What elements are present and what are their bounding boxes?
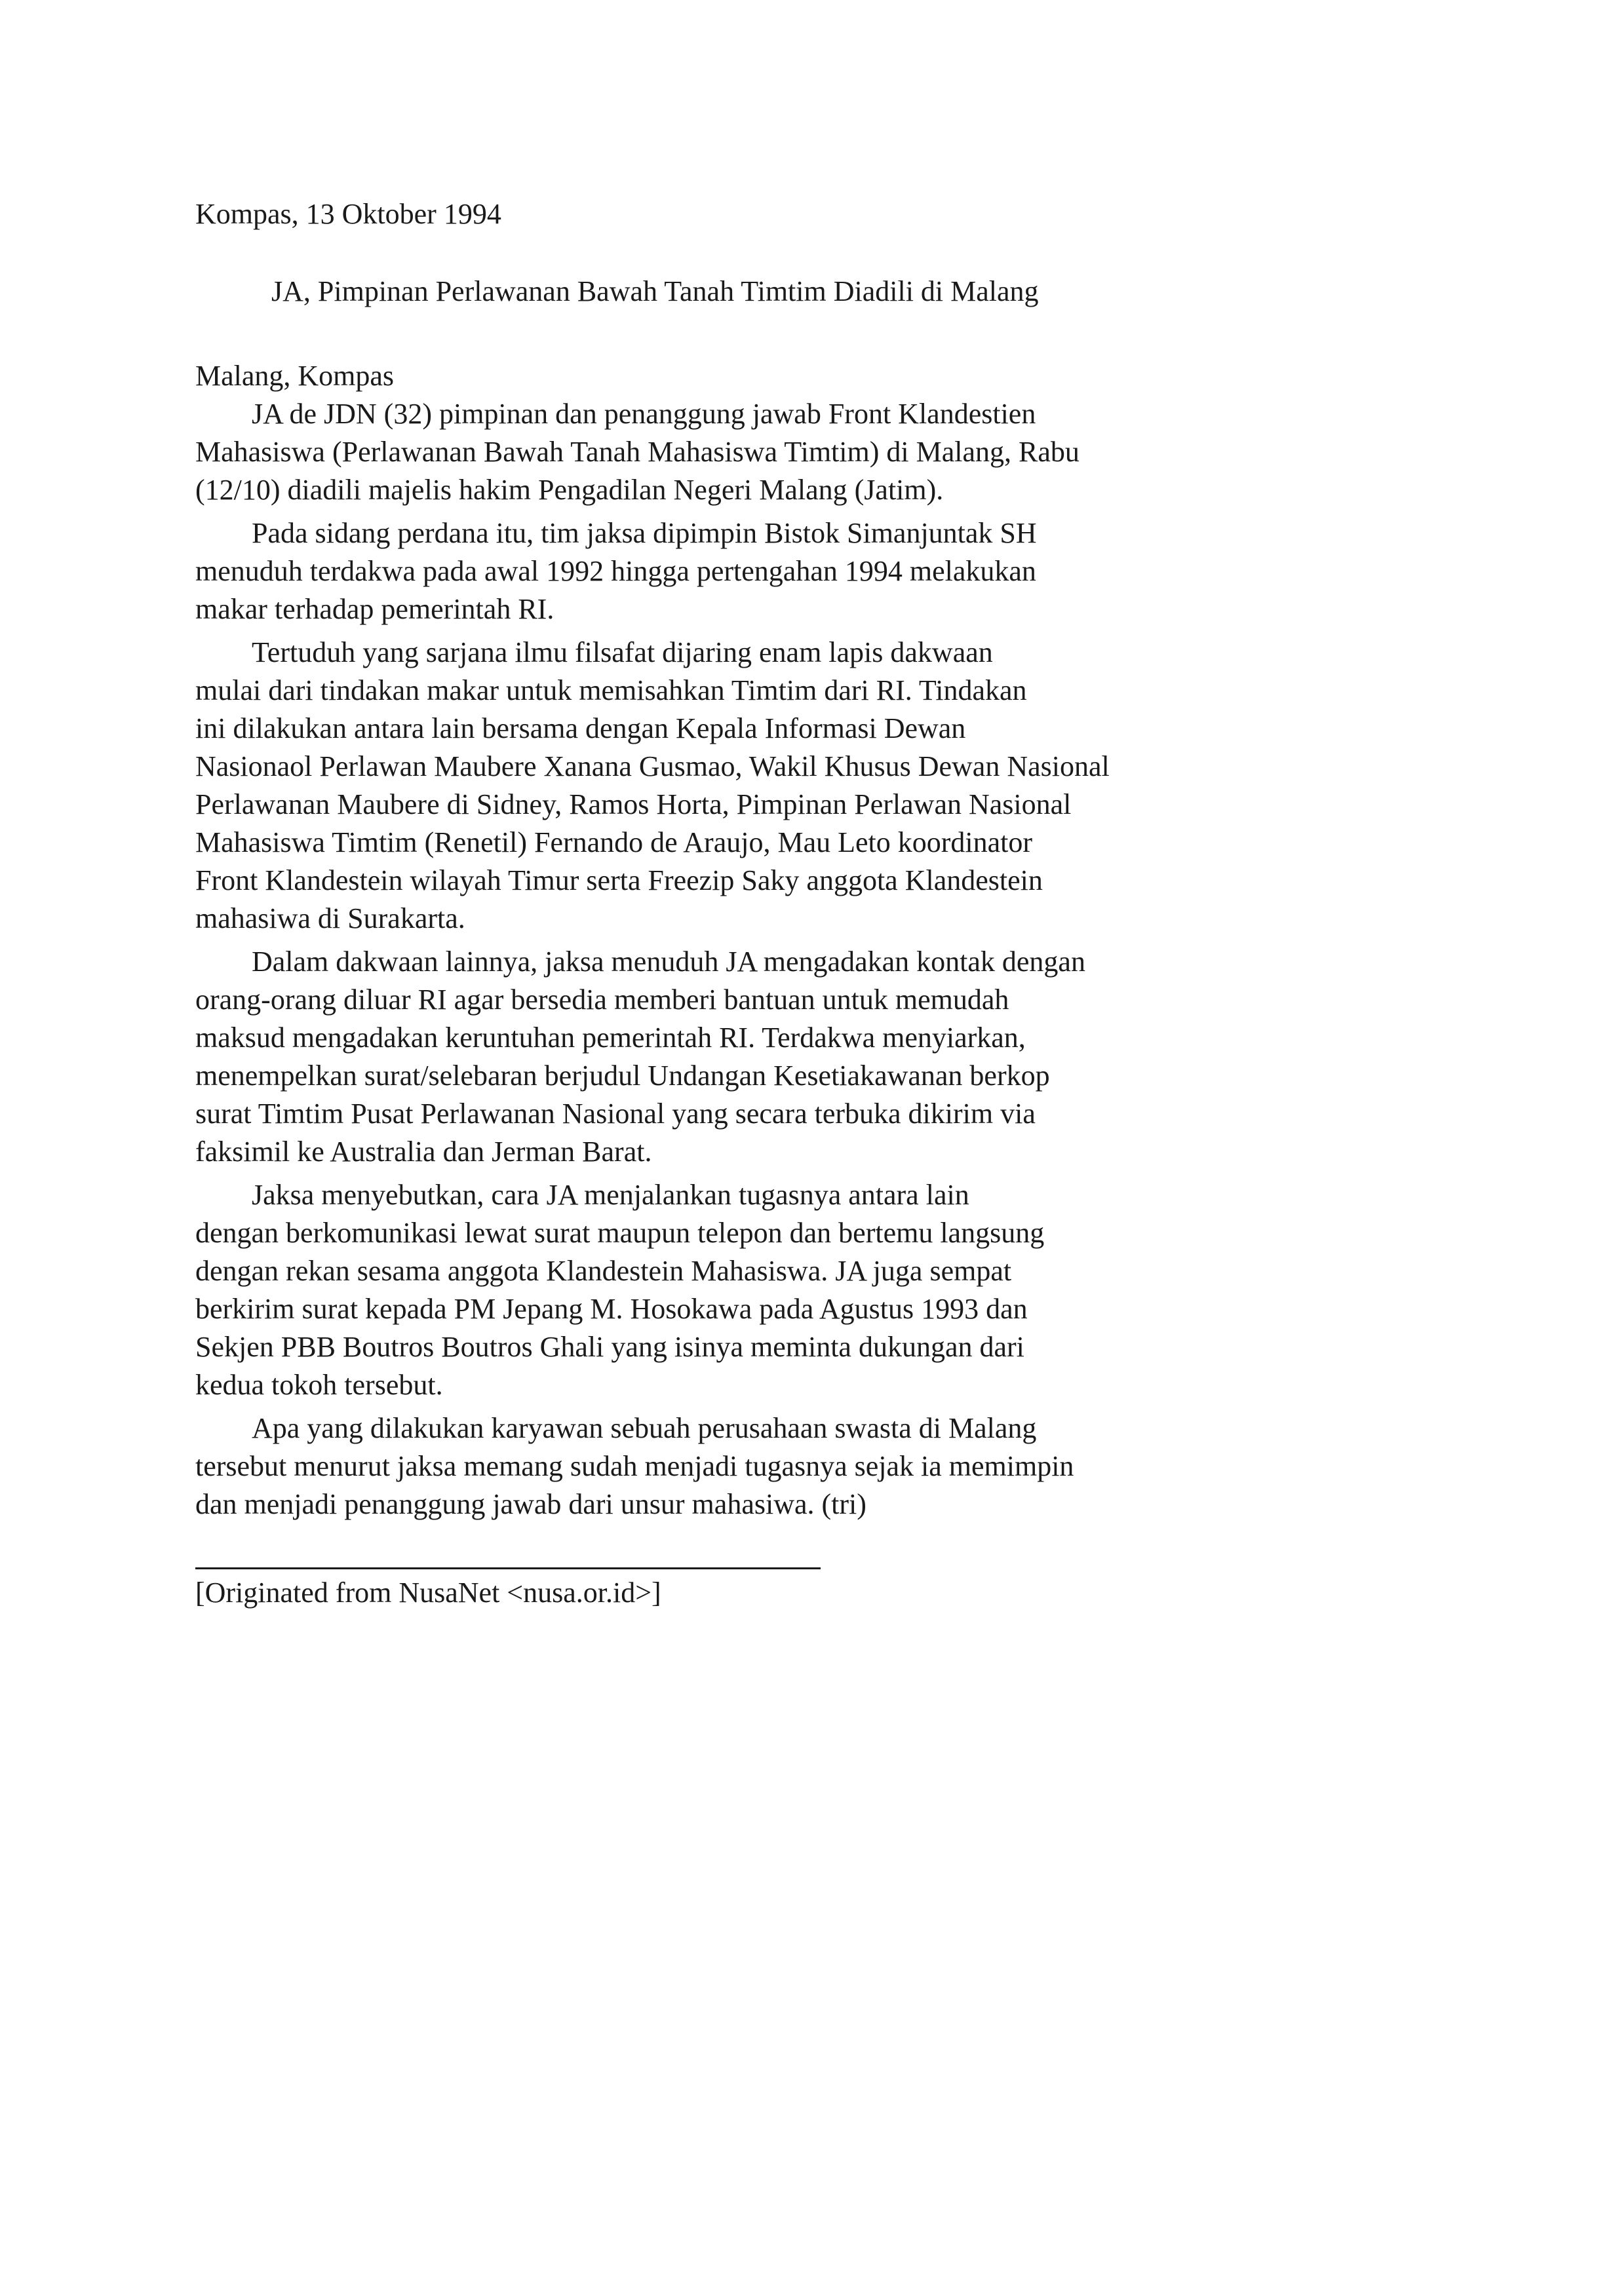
paragraph-list xyxy=(195,395,1296,1523)
article-paragraph xyxy=(195,395,1296,509)
paragraph-line: berkirim surat kepada PM Jepang M. Hosokawa pada Agustus 1993 dan xyxy=(195,1293,1028,1325)
paragraph-line: Mahasiswa (Perlawanan Bawah Tanah Mahasiswa Timtim) di Malang, Rabu xyxy=(195,436,1080,468)
article-paragraph xyxy=(195,1409,1296,1523)
paragraph-line: Front Klandestein wilayah Timur serta Freezip Saky anggota Klandestein xyxy=(195,864,1043,896)
paragraph-line: mulai dari tindakan makar untuk memisahkan Timtim dari RI. Tindakan xyxy=(195,674,1027,706)
paragraph-line: JA de JDN (32) pimpinan dan penanggung jawab Front Klandestien xyxy=(252,398,1036,430)
paragraph-line: menempelkan surat/selebaran berjudul Undangan Kesetiakawanan berkop xyxy=(195,1060,1050,1092)
headline: JA, Pimpinan Perlawanan Bawah Tanah Timtim Diadili di Malang xyxy=(271,275,1039,307)
paragraph-line: Sekjen PBB Boutros Boutros Ghali yang isinya meminta dukungan dari xyxy=(195,1331,1024,1363)
article-paragraph xyxy=(195,1176,1296,1404)
article-body xyxy=(195,357,1296,1529)
paragraph-line: maksud mengadakan keruntuhan pemerintah RI. Terdakwa menyiarkan, xyxy=(195,1022,1026,1054)
paragraph-line: Apa yang dilakukan karyawan sebuah perusahaan swasta di Malang xyxy=(252,1412,1037,1444)
paragraph-line: kedua tokoh tersebut. xyxy=(195,1369,443,1401)
article-paragraph xyxy=(195,943,1296,1171)
paragraph-line: makar terhadap pemerintah RI. xyxy=(195,593,555,625)
source-line: Malang, Kompas xyxy=(195,360,395,392)
paragraph-line: Perlawanan Maubere di Sidney, Ramos Horta, Pimpinan Perlawan Nasional xyxy=(195,788,1072,820)
paragraph-line: dengan rekan sesama anggota Klandestein Mahasiswa. JA juga sempat xyxy=(195,1255,1012,1287)
footer-divider xyxy=(195,1567,821,1569)
paragraph-line: dengan berkomunikasi lewat surat maupun telepon dan bertemu langsung xyxy=(195,1217,1045,1249)
paragraph-line: Dalam dakwaan lainnya, jaksa menuduh JA mengadakan kontak dengan xyxy=(252,946,1085,978)
paragraph-line: mahasiwa di Surakarta. xyxy=(195,902,465,934)
paragraph-line: (12/10) diadili majelis hakim Pengadilan Negeri Malang (Jatim). xyxy=(195,474,944,506)
paragraph-line: menuduh terdakwa pada awal 1992 hingga pertengahan 1994 melakukan xyxy=(195,555,1036,587)
paragraph-line: dan menjadi penanggung jawab dari unsur mahasiwa. (tri) xyxy=(195,1488,866,1520)
paragraph-line: Jaksa menyebutkan, cara JA menjalankan tugasnya antara lain xyxy=(252,1179,969,1211)
paragraph-line: Pada sidang perdana itu, tim jaksa dipimpin Bistok Simanjuntak SH xyxy=(252,517,1037,549)
paragraph-line: orang-orang diluar RI agar bersedia memberi bantuan untuk memudah xyxy=(195,984,1009,1016)
paragraph-line: tersebut menurut jaksa memang sudah menjadi tugasnya sejak ia memimpin xyxy=(195,1450,1074,1482)
paragraph-line: Nasionaol Perlawan Maubere Xanana Gusmao, Wakil Khusus Dewan Nasional xyxy=(195,750,1110,782)
paragraph-line: Mahasiswa Timtim (Renetil) Fernando de Araujo, Mau Leto koordinator xyxy=(195,826,1033,858)
footer-source: [Originated from NusaNet <nusa.or.id>] xyxy=(195,1577,661,1609)
dateline: Kompas, 13 Oktober 1994 xyxy=(195,198,501,230)
paragraph-line: surat Timtim Pusat Perlawanan Nasional yang secara terbuka dikirim via xyxy=(195,1098,1036,1130)
paragraph-line: Tertuduh yang sarjana ilmu filsafat dijaring enam lapis dakwaan xyxy=(252,636,993,668)
paragraph-line: faksimil ke Australia dan Jerman Barat. xyxy=(195,1136,652,1168)
article-paragraph xyxy=(195,514,1296,628)
article-paragraph xyxy=(195,634,1296,938)
paragraph-line: ini dilakukan antara lain bersama dengan Kepala Informasi Dewan xyxy=(195,712,966,744)
